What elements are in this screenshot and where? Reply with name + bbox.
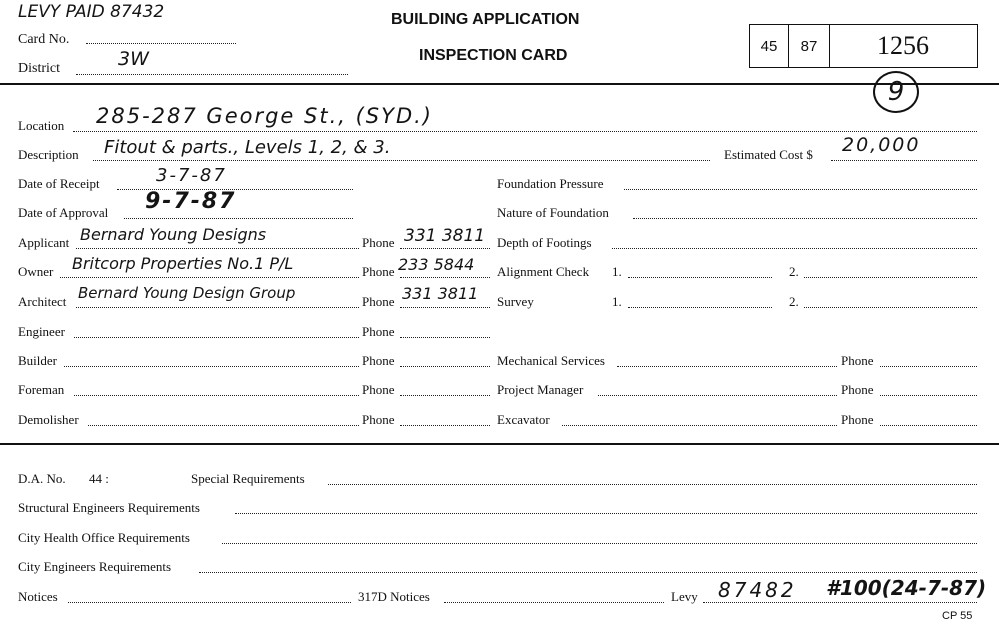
builder-line xyxy=(64,366,359,367)
survey-2-line xyxy=(804,307,977,308)
alignment-check-2-label: 2. xyxy=(789,264,799,279)
card-number-box xyxy=(749,24,978,68)
box-cell-series: 87 xyxy=(789,25,830,67)
description-value: Fitout & parts., Levels 1, 2, & 3. xyxy=(104,137,391,158)
alignment-check-label: Alignment Check xyxy=(497,264,590,279)
foreman-phone-line xyxy=(400,395,490,396)
project-manager-label: Project Manager xyxy=(497,382,584,397)
survey-label: Survey xyxy=(497,294,534,309)
date-of-receipt-value: 3-7-87 xyxy=(156,165,227,186)
applicant-line xyxy=(76,248,359,249)
date-of-approval-line xyxy=(124,218,353,219)
excavator-line xyxy=(562,425,837,426)
location-line xyxy=(73,131,977,132)
owner-phone-line xyxy=(400,277,490,278)
foreman-label: Foreman xyxy=(18,382,65,397)
levy-value: 87482 xyxy=(718,578,797,602)
city-health-line xyxy=(222,543,977,544)
architect-value: Bernard Young Design Group xyxy=(78,284,296,302)
mechanical-services-phone-line xyxy=(880,366,977,367)
levy-line xyxy=(703,602,977,603)
owner-label: Owner xyxy=(18,264,54,279)
excavator-label: Excavator xyxy=(497,412,550,427)
foundation-pressure-label: Foundation Pressure xyxy=(497,176,604,191)
circled-number: 9 xyxy=(887,77,905,107)
builder-label: Builder xyxy=(18,353,57,368)
district-label: District xyxy=(18,61,60,76)
alignment-check-1-line xyxy=(628,277,772,278)
demolisher-line xyxy=(88,425,359,426)
middle-divider xyxy=(0,443,999,445)
project-manager-line xyxy=(598,395,837,396)
levy-label: Levy xyxy=(671,589,698,604)
owner-phone-label: Phone xyxy=(362,264,395,279)
card-no-line xyxy=(86,43,236,44)
special-requirements-label: Special Requirements xyxy=(191,471,305,486)
mechanical-services-phone-label: Phone xyxy=(841,353,874,368)
structural-engineers-line xyxy=(235,513,977,514)
engineer-line xyxy=(74,337,359,338)
alignment-check-1-label: 1. xyxy=(612,264,622,279)
excavator-phone-line xyxy=(880,425,977,426)
project-manager-phone-label: Phone xyxy=(841,382,874,397)
demolisher-label: Demolisher xyxy=(18,412,79,427)
survey-1-label: 1. xyxy=(612,294,622,309)
form-code: CP 55 xyxy=(942,610,973,622)
da-no-value: 44 : xyxy=(89,471,109,486)
box-cell-number: 1256 xyxy=(877,31,929,60)
depth-of-footings-line xyxy=(612,248,977,249)
applicant-phone-label: Phone xyxy=(362,235,395,250)
engineer-label: Engineer xyxy=(18,324,65,339)
estimated-cost-line xyxy=(831,160,977,161)
notices-label: Notices xyxy=(18,589,58,604)
form-subtitle: INSPECTION CARD xyxy=(419,47,568,64)
card-no-label: Card No. xyxy=(18,32,70,47)
owner-phone: 233 5844 xyxy=(398,255,475,274)
project-manager-phone-line xyxy=(880,395,977,396)
architect-phone-line xyxy=(400,307,490,308)
circled-number-stamp xyxy=(873,71,919,113)
city-health-label: City Health Office Requirements xyxy=(18,530,190,545)
nature-of-foundation-label: Nature of Foundation xyxy=(497,205,609,220)
builder-phone-line xyxy=(400,366,490,367)
description-line xyxy=(93,160,710,161)
engineer-phone-line xyxy=(400,337,490,338)
form-title: BUILDING APPLICATION xyxy=(391,11,580,28)
foundation-pressure-line xyxy=(624,189,977,190)
engineer-phone-label: Phone xyxy=(362,324,395,339)
applicant-phone-line xyxy=(400,248,490,249)
date-of-approval-label: Date of Approval xyxy=(18,205,109,220)
structural-engineers-label: Structural Engineers Requirements xyxy=(18,500,200,515)
notices-line xyxy=(68,602,351,603)
city-engineers-line xyxy=(199,572,977,573)
levy-note: #100(24-7-87) xyxy=(826,576,987,600)
header-divider xyxy=(0,83,999,85)
architect-phone: 331 3811 xyxy=(402,284,479,303)
owner-value: Britcorp Properties No.1 P/L xyxy=(72,254,294,273)
district-value: 3W xyxy=(118,48,149,70)
location-label: Location xyxy=(18,118,65,133)
notices-317d-label: 317D Notices xyxy=(358,589,430,604)
nature-of-foundation-line xyxy=(633,218,977,219)
architect-line xyxy=(76,307,359,308)
estimated-cost-label: Estimated Cost $ xyxy=(724,147,813,162)
alignment-check-2-line xyxy=(804,277,977,278)
builder-phone-label: Phone xyxy=(362,353,395,368)
survey-1-line xyxy=(628,307,772,308)
applicant-value: Bernard Young Designs xyxy=(80,225,267,244)
mechanical-services-label: Mechanical Services xyxy=(497,353,605,368)
date-of-approval-value: 9-7-87 xyxy=(145,189,237,214)
survey-2-label: 2. xyxy=(789,294,799,309)
applicant-phone: 331 3811 xyxy=(404,226,486,246)
mechanical-services-line xyxy=(617,366,837,367)
location-value: 285-287 George St., (SYD.) xyxy=(96,104,433,128)
demolisher-phone-line xyxy=(400,425,490,426)
owner-line xyxy=(60,277,359,278)
da-no-label: D.A. No. xyxy=(18,471,66,486)
special-requirements-line xyxy=(328,484,977,485)
foreman-line xyxy=(74,395,359,396)
levy-paid-note: LEVY PAID 87432 xyxy=(18,2,165,22)
depth-of-footings-label: Depth of Footings xyxy=(497,235,592,250)
estimated-cost-value: 20,000 xyxy=(842,134,921,156)
architect-label: Architect xyxy=(18,294,67,309)
city-engineers-label: City Engineers Requirements xyxy=(18,559,172,574)
excavator-phone-label: Phone xyxy=(841,412,874,427)
box-cell-year: 45 xyxy=(750,25,789,67)
architect-phone-label: Phone xyxy=(362,294,395,309)
notices-317d-line xyxy=(444,602,664,603)
foreman-phone-label: Phone xyxy=(362,382,395,397)
description-label: Description xyxy=(18,147,79,162)
date-of-receipt-label: Date of Receipt xyxy=(18,176,100,191)
applicant-label: Applicant xyxy=(18,235,70,250)
demolisher-phone-label: Phone xyxy=(362,412,395,427)
district-line xyxy=(76,74,348,75)
